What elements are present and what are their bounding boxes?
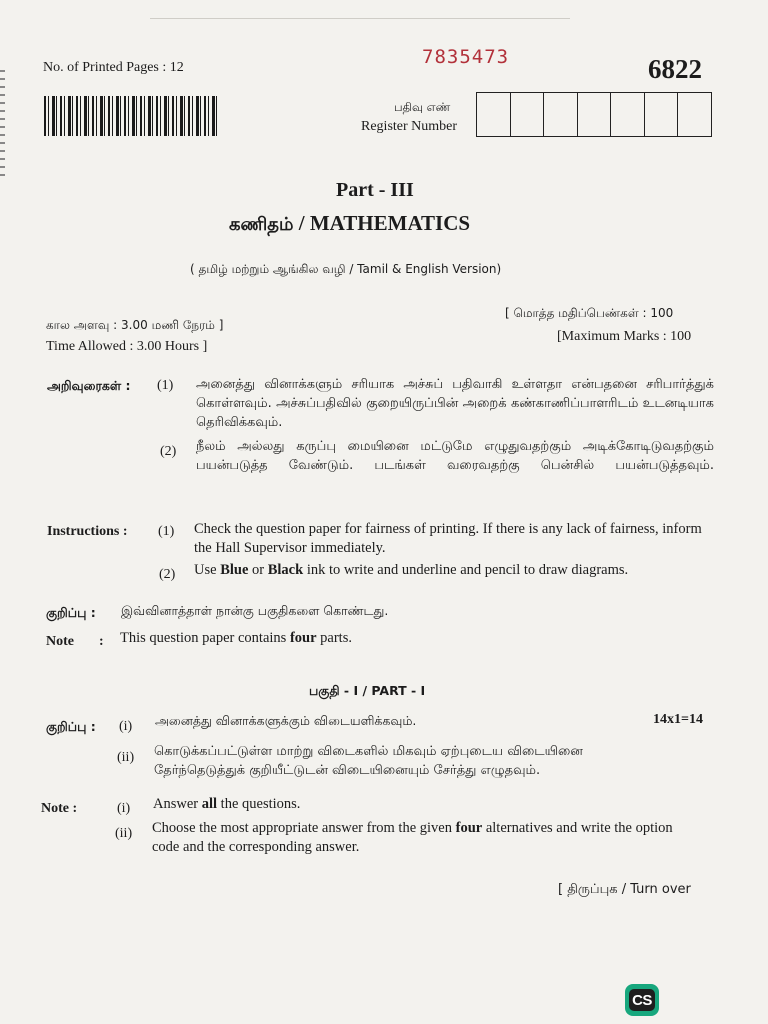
instructions-tamil-label: அறிவுரைகள் :	[47, 378, 131, 393]
part-one-note-item-number: (i)	[117, 801, 131, 816]
barcode	[44, 96, 220, 136]
text-run: ink to write and underline and pencil to draw diagrams.	[303, 562, 629, 578]
part-one-note-item-text	[152, 819, 682, 857]
register-digit-box[interactable]	[511, 93, 545, 136]
note-colon: :	[99, 634, 104, 649]
part-one-note-item-text	[153, 796, 300, 813]
register-digit-box[interactable]	[611, 93, 645, 136]
text-run-bold: Blue	[220, 562, 249, 578]
note-label: Note	[46, 634, 74, 649]
max-marks: [Maximum Marks : 100	[557, 329, 692, 344]
camscanner-logo-text: CS	[629, 989, 655, 1011]
text-run: or	[248, 562, 268, 578]
part-one-tamil-item-number: (i)	[119, 719, 133, 734]
version-line: ( தமிழ் மற்றும் ஆங்கில வழி / Tamil & English Version)	[190, 262, 502, 276]
instruction-tamil-text: அனைத்து வினாக்களும் சரியாக அச்சுப் பதிவாகி உள்ளதா என்பதனை சரிபார்த்துக் கொள்ளவும். அச்சுப்பதிவில் குறையிருப்பின் அறைக் கண்காணிப்பாளரிடம் உடனடியாக தெரிவிக்கவும்.	[196, 377, 714, 430]
instruction-text	[194, 562, 628, 579]
subject-separator: /	[293, 211, 310, 235]
instructions-label: Instructions :	[47, 524, 128, 539]
instruction-tamil-text: நீலம் அல்லது கருப்பு மையினை மட்டுமே எழுதுவதற்கும் அடிக்கோடிடுவதற்கும் பயன்படுத்த வேண்டும். படங்கள் வரைவதற்கு பென்சில் பயன்படுத்தவும்.	[196, 439, 714, 473]
instruction-number: (2)	[159, 567, 176, 582]
register-digit-box[interactable]	[477, 93, 511, 136]
part-one-tamil-item-text: அனைத்து வினாக்களுக்கும் விடையளிக்கவும்.	[155, 713, 417, 728]
paper-code: 6822	[648, 54, 702, 84]
text-run: Choose the most appropriate answer from the given	[152, 820, 456, 836]
part-one-tamil-item-number: (ii)	[117, 750, 135, 765]
time-allowed: Time Allowed : 3.00 Hours ]	[46, 339, 208, 354]
instruction-number: (1)	[158, 524, 175, 539]
register-number-boxes[interactable]	[476, 92, 712, 137]
text-run: the questions.	[217, 796, 301, 812]
note-text	[120, 630, 352, 647]
text-run: Use	[194, 562, 221, 578]
printed-pages: No. of Printed Pages : 12	[43, 60, 184, 75]
serial-number: 7835473	[422, 46, 510, 68]
note-tamil-text: இவ்வினாத்தாள் நான்கு பகுதிகளை கொண்டது.	[121, 603, 389, 618]
register-label-tamil: பதிவு எண்	[394, 100, 451, 114]
subject-tamil: கணிதம்	[229, 214, 294, 235]
subject-title	[229, 211, 470, 237]
register-digit-box[interactable]	[645, 93, 679, 136]
text-run: This question paper contains	[120, 630, 290, 646]
register-label: Register Number	[361, 119, 458, 134]
text-run-bold: all	[201, 796, 218, 812]
text-run: alternatives and write the option code and the corresponding answer.	[152, 820, 673, 855]
part-one-tamil-item-text: கொடுக்கப்பட்டுள்ள மாற்று விடைகளில் மிகவும் ஏற்புடைய விடையினை தேர்ந்தெடுத்துக் குறியீட்டுடன் விடையினையும் சேர்த்து எழுதவும்.	[154, 744, 583, 778]
text-run: Answer	[153, 796, 202, 812]
page-edge-marks	[0, 70, 5, 180]
part-one-note-tamil-label: குறிப்பு :	[46, 719, 96, 734]
instruction-tamil-number: (2)	[160, 444, 177, 459]
camscanner-logo-icon	[625, 984, 659, 1016]
max-marks-tamil: [ மொத்த மதிப்பெண்கள் : 100	[505, 306, 674, 320]
instruction-tamil-number: (1)	[157, 378, 174, 393]
text-run-bold: four	[455, 820, 483, 836]
instruction-text: Check the question paper for fairness of printing. If there is any lack of fairness, inform the Hall Supervisor immediately.	[194, 521, 702, 556]
subject-english: MATHEMATICS	[309, 211, 471, 235]
register-digit-box[interactable]	[544, 93, 578, 136]
part-one-note-item-number: (ii)	[115, 826, 133, 841]
turn-over: [ திருப்புக / Turn over	[558, 882, 691, 897]
part-one-marks: 14x1=14	[653, 712, 703, 727]
part-title: Part - III	[336, 179, 414, 201]
part-one-note-label: Note :	[41, 801, 78, 816]
text-run: parts.	[316, 630, 352, 646]
text-run-bold: Black	[267, 562, 304, 578]
part-one-heading: பகுதி - I / PART - I	[309, 683, 426, 698]
register-digit-box[interactable]	[678, 93, 711, 136]
top-rule	[150, 18, 570, 19]
note-tamil-label: குறிப்பு :	[46, 605, 96, 620]
time-allowed-tamil: கால அளவு : 3.00 மணி நேரம் ]	[46, 318, 224, 332]
register-digit-box[interactable]	[578, 93, 612, 136]
text-run-bold: four	[289, 630, 317, 646]
